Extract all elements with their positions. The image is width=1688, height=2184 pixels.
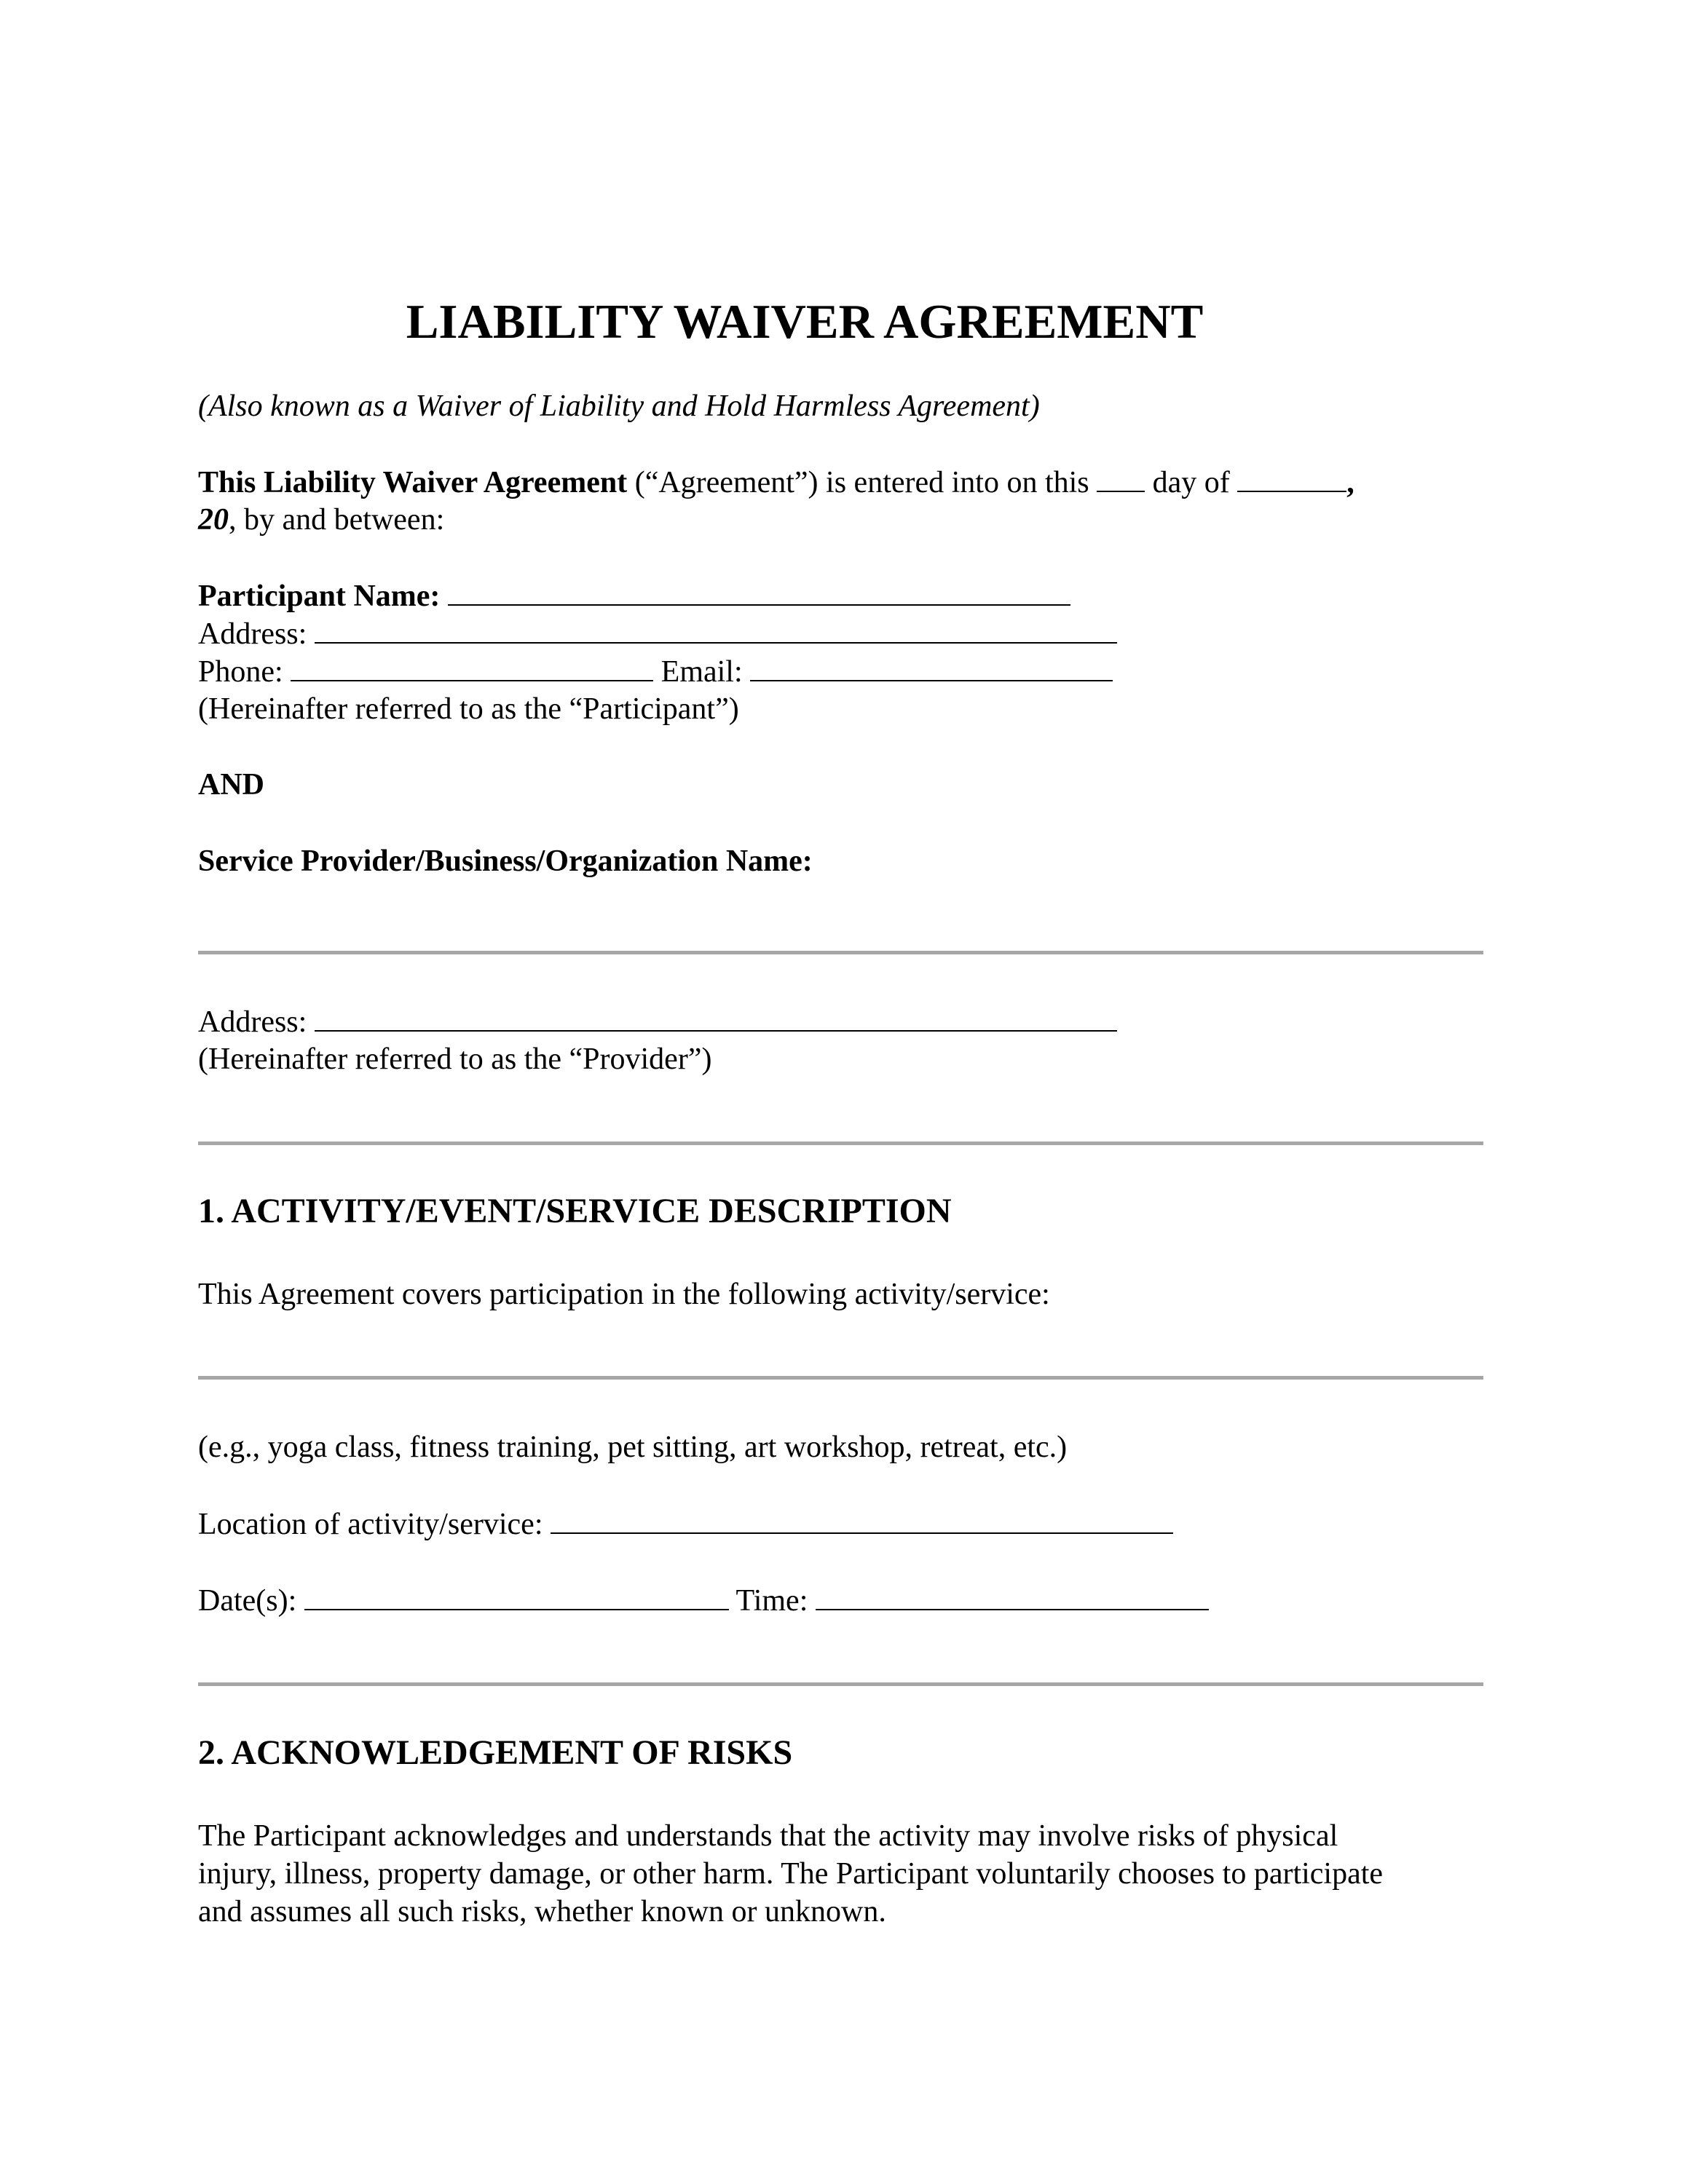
date-time-row — [198, 1581, 1209, 1620]
section-divider — [198, 1142, 1483, 1145]
section1-intro: This Agreement covers participation in the following activity/service: — [198, 1278, 1050, 1311]
intro-line-1 — [198, 463, 1354, 502]
provider-referred: (Hereinafter referred to as the “Provider”) — [198, 1042, 712, 1076]
section2-line-3: and assumes all such risks, whether known or unknown. — [198, 1895, 886, 1928]
participant-email-label: Email: — [660, 655, 743, 689]
section-divider — [198, 1682, 1483, 1686]
intro-text: (“Agreement”) is entered into on this — [627, 466, 1097, 499]
provider-name-label: Service Provider/Business/Organization Name: — [198, 844, 813, 878]
section1-examples: (e.g., yoga class, fitness training, pet sitting, art workshop, retreat, etc.) — [198, 1431, 1068, 1464]
dates-field[interactable] — [304, 1581, 729, 1610]
intro-line-2 — [198, 501, 444, 539]
document-title: LIABILITY WAIVER AGREEMENT — [406, 295, 1204, 349]
month-blank[interactable] — [1237, 463, 1346, 492]
participant-referred: (Hereinafter referred to as the “Participant”) — [198, 692, 739, 726]
participant-name-row — [198, 577, 1070, 615]
section2-line-2: injury, illness, property damage, or other harm. The Participant voluntarily chooses to participate — [198, 1857, 1384, 1891]
activity-description-field[interactable] — [198, 1376, 1483, 1380]
intro-comma: , — [1346, 466, 1354, 499]
provider-address-label: Address: — [198, 1005, 307, 1039]
location-label: Location of activity/service: — [198, 1508, 543, 1541]
participant-address-field[interactable] — [315, 614, 1117, 644]
location-row — [198, 1505, 1173, 1543]
time-field[interactable] — [816, 1581, 1209, 1610]
participant-phone-field[interactable] — [291, 652, 653, 681]
document-subtitle: (Also known as a Waiver of Liability and Hold Harmless Agreement) — [198, 389, 1040, 423]
participant-address-label: Address: — [198, 617, 307, 651]
participant-name-label: Participant Name: — [198, 579, 441, 613]
participant-address-row — [198, 614, 1117, 653]
participant-name-field[interactable] — [448, 577, 1070, 606]
day-blank[interactable] — [1097, 463, 1145, 492]
and-label: AND — [198, 768, 264, 802]
participant-phone-label: Phone: — [198, 655, 283, 689]
section2-line-1: The Participant acknowledges and understands that the activity may involve risks of physical — [198, 1819, 1338, 1853]
intro-day-text: day of — [1145, 466, 1238, 499]
participant-contact-row — [198, 652, 1113, 691]
intro-text-2: , by and between: — [229, 503, 445, 537]
section1-heading: 1. ACTIVITY/EVENT/SERVICE DESCRIPTION — [198, 1192, 952, 1230]
section2-heading: 2. ACKNOWLEDGEMENT OF RISKS — [198, 1733, 793, 1772]
location-field[interactable] — [551, 1505, 1173, 1534]
participant-email-field[interactable] — [750, 652, 1113, 681]
year-prefix: 20 — [198, 503, 229, 537]
provider-name-field[interactable] — [198, 951, 1483, 954]
intro-bold-lead: This Liability Waiver Agreement — [198, 466, 628, 499]
provider-address-row — [198, 1002, 1117, 1041]
provider-address-field[interactable] — [315, 1002, 1117, 1032]
time-label: Time: — [735, 1584, 808, 1618]
dates-label: Date(s): — [198, 1584, 297, 1618]
